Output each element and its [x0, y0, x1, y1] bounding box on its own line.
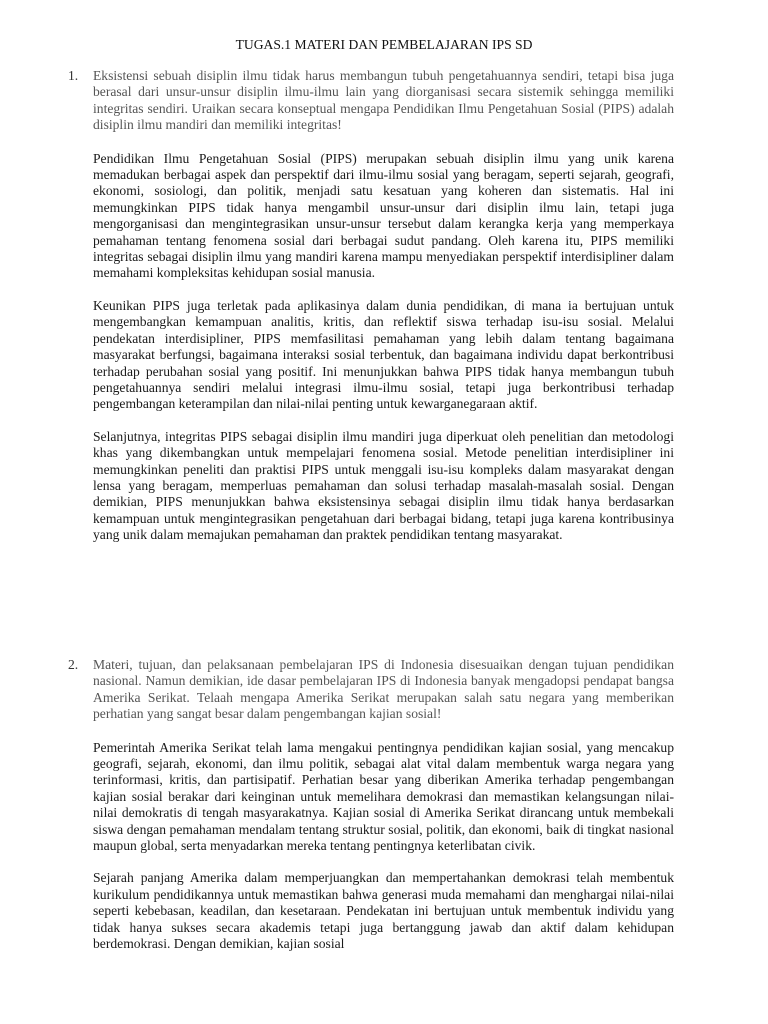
question-number: 1. [68, 68, 79, 83]
answer-paragraph: Selanjutnya, integritas PIPS sebagai disiplin ilmu mandiri juga diperkuat oleh penelitian dan metodologi khas yang dikembangkan untuk mempelajari fenomena sosial. Metode penelitian interdisipliner ini memungkinkan peneliti dan praktisi PIPS untuk menggali isu-isu kompleks dalam masyarakat dengan lensa yang beragam, memperluas pemahaman dan solusi terhadap masalah-masalah sosial. Dengan demikian, PIPS menunjukkan bahwa eksistensinya sebagai disiplin ilmu tidak hanya berdasarkan kemampuan untuk mengintegrasikan pengetahuan dari berbagai bidang, tetapi juga karena kontribusinya yang unik dalam memajukan pemahaman dan praktek pendidikan tentang masyarakat. [93, 428, 674, 543]
answer-paragraph: Pemerintah Amerika Serikat telah lama mengakui pentingnya pendidikan kajian sosial, yang mencakup geografi, sejarah, ekonomi, dan ilmu politik, sebagai alat vital dalam membentuk warga negara yang terinformasi, kritis, dan partisipatif. Perhatian besar yang diberikan Amerika terhadap pengembangan kajian sosial berakar dari keinginan untuk memelihara demokrasi dan memastikan kelangsungan nilai-nilai demokratis di tengah masyarakatnya. Kajian sosial di Amerika Serikat dirancang untuk membekali siswa dengan pemahaman mendalam tentang struktur sosial, politik, dan ekonomi, baik di tingkat nasional maupun global, serta menyadarkan mereka tentang pentingnya keterlibatan civik. [93, 739, 674, 854]
page-title: TUGAS.1 MATERI DAN PEMBELAJARAN IPS SD [235, 37, 533, 52]
question-text: Materi, tujuan, dan pelaksanaan pembelajaran IPS di Indonesia disesuaikan dengan tujuan pendidikan nasional. Namun demikian, ide dasar pembelajaran IPS di Indonesia banyak mengadopsi pendapat bangsa Amerika Serikat. Telaah mengapa Amerika Serikat merupakan salah satu negara yang memberikan perhatian yang sangat besar dalam pengembangan kajian sosial! [93, 657, 674, 722]
question-2 [68, 657, 674, 953]
answer-paragraph: Keunikan PIPS juga terletak pada aplikasinya dalam dunia pendidikan, di mana ia bertujuan untuk mengembangkan kemampuan analitis, kritis, dan reflektif siswa terhadap isu-isu sosial. Melalui pendekatan interdisipliner, PIPS memfasilitasi pemahaman yang lebih dalam tentang bagaimana masyarakat berfungsi, bagaimana interaksi sosial terbentuk, dan bagaimana individu dapat berkontribusi terhadap perubahan sosial yang positif. Ini menunjukkan bahwa PIPS tidak hanya membangun tubuh pengetahuannya sendiri melalui integrasi ilmu-ilmu sosial, tetapi juga berkontribusi terhadap pengembangan keterampilan dan nilai-nilai penting untuk kewarganegaraan aktif. [93, 297, 674, 412]
question-text: Eksistensi sebuah disiplin ilmu tidak harus membangun tubuh pengetahuannya sendiri, tetapi bisa juga berasal dari unsur-unsur disiplin ilmu-ilmu lain yang diorganisasi secara sistemik sehingga memiliki integritas sendiri. Uraikan secara konseptual mengapa Pendidikan Ilmu Pengetahuan Sosial (PIPS) adalah disiplin ilmu mandiri dan memiliki integritas! [93, 68, 674, 133]
answer-paragraph: Pendidikan Ilmu Pengetahuan Sosial (PIPS) merupakan sebuah disiplin ilmu yang unik karena memadukan berbagai aspek dan perspektif dari ilmu-ilmu sosial yang beragam, seperti sejarah, geografi, ekonomi, sosiologi, dan politik, menjadi satu kesatuan yang koheren dan sistematis. Hal ini memungkinkan PIPS tidak hanya mengambil unsur-unsur dari disiplin ilmu lain, tetapi juga mengorganisasi dan mengintegrasikan unsur-unsur tersebut dalam kerangka kerja yang memperkaya pemahaman tentang fenomena sosial dari berbagai sudut pandang. Oleh karena itu, PIPS memiliki integritas sebagai disiplin ilmu yang mandiri karena mampu menyediakan perspektif interdisipliner dalam memahami kompleksitas kehidupan sosial manusia. [93, 150, 674, 281]
question-number: 2. [68, 657, 79, 672]
answer-paragraph: Sejarah panjang Amerika dalam memperjuangkan dan mempertahankan demokrasi telah membentuk kurikulum pendidikannya untuk memastikan bahwa generasi muda memahami dan menghargai nilai-nilai seperti kebebasan, keadilan, dan kesetaraan. Pendekatan ini bertujuan untuk membentuk individu yang tidak hanya sukses secara akademis tetapi juga bertanggung jawab dan aktif dalam kehidupan berdemokrasi. Dengan demikian, kajian sosial [93, 870, 674, 952]
question-1 [68, 68, 674, 544]
